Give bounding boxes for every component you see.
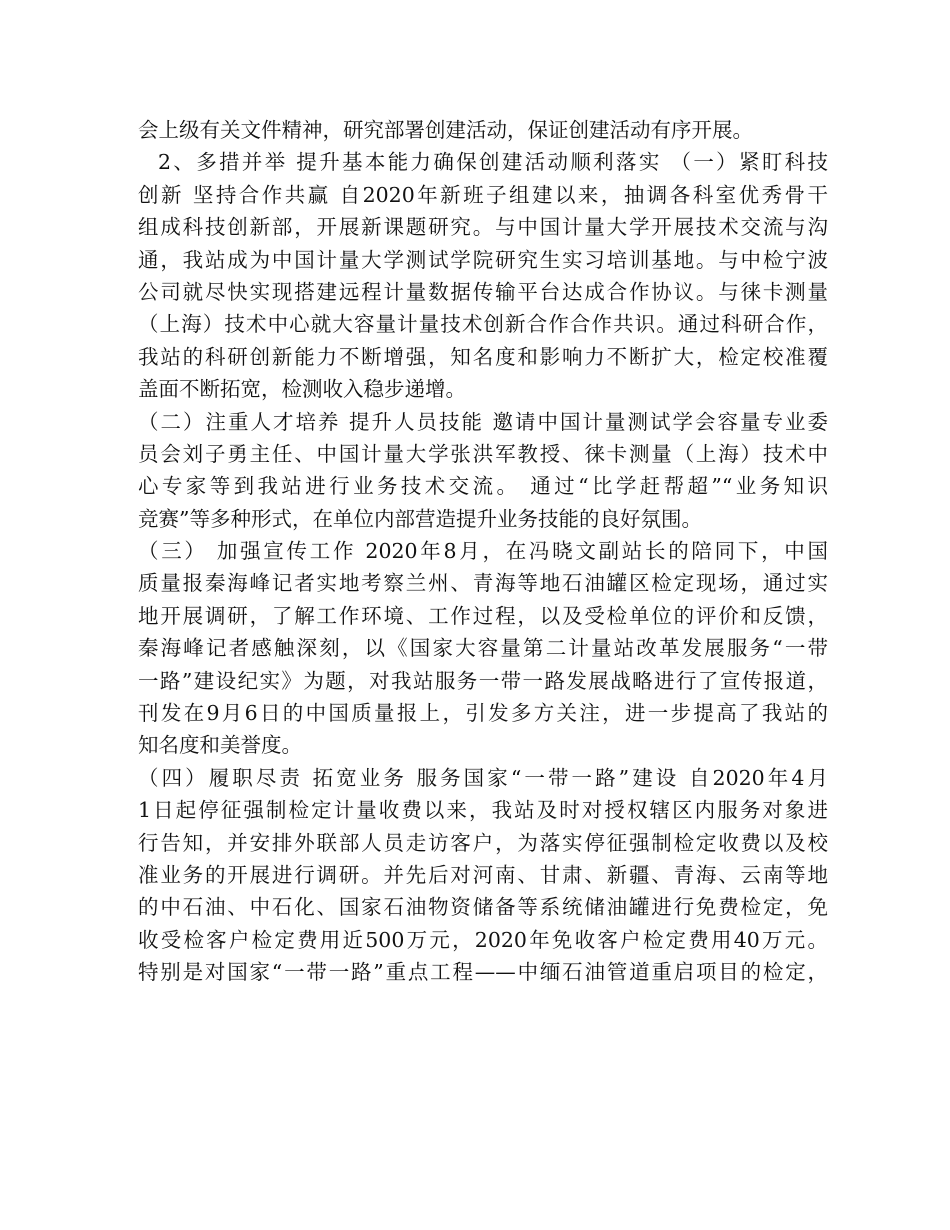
text-line: 收受检客户检定费用近500万元，2020年免收客户检定费用40万元。	[138, 927, 828, 952]
text-line: 刊发在9月6日的中国质量报上，引发多方关注，进一步提高了我站的	[138, 701, 828, 726]
text-line: 组成科技创新部，开展新课题研究。与中国计量大学开展技术交流与沟	[138, 215, 828, 240]
text-line: （上海）技术中心就大容量计量技术创新合作合作共识。通过科研合作，	[138, 312, 828, 337]
text-line: 准业务的开展进行调研。并先后对河南、甘肃、新疆、青海、云南等地	[138, 862, 828, 887]
text-line: 的中石油、中石化、国家石油物资储备等系统储油罐进行免费检定，免	[138, 895, 828, 920]
text-line: 1日起停征强制检定计量收费以来，我站及时对授权辖区内服务对象进	[138, 798, 828, 823]
text-line: 心专家等到我站进行业务技术交流。 通过“比学赶帮超”“业务知识	[138, 474, 828, 499]
body-text	[138, 114, 828, 989]
text-line: 公司就尽快实现搭建远程计量数据传输平台达成合作协议。与徕卡测量	[138, 279, 828, 304]
text-line: 竞赛”等多种形式，在单位内部营造提升业务技能的良好氛围。	[138, 506, 702, 531]
text-line: 行告知，并安排外联部人员走访客户，为落实停征强制检定收费以及校	[138, 830, 828, 855]
text-line: 秦海峰记者感触深刻，以《国家大容量第二计量站改革发展服务“一带	[138, 636, 828, 661]
text-line: 知名度和美誉度。	[138, 733, 302, 758]
text-line: 特别是对国家“一带一路”重点工程——中缅石油管道重启项目的检定，	[138, 960, 828, 985]
text-line: 一路”建设纪实》为题，对我站服务一带一路发展战略进行了宣传报道，	[138, 668, 828, 693]
text-line: （三） 加强宣传工作 2020年8月，在冯晓文副站长的陪同下，中国	[138, 539, 828, 564]
text-line: 创新 坚持合作共赢 自2020年新班子组建以来，抽调各科室优秀骨干	[138, 182, 828, 207]
text-line: 通，我站成为中国计量大学测试学院研究生实习培训基地。与中检宁波	[138, 247, 828, 272]
text-line: （四）履职尽责 拓宽业务 服务国家“一带一路”建设 自2020年4月	[138, 765, 828, 790]
text-line: 会上级有关文件精神，研究部署创建活动，保证创建活动有序开展。	[138, 118, 753, 142]
text-line: 地开展调研，了解工作环境、工作过程，以及受检单位的评价和反馈，	[138, 603, 828, 628]
text-line: 员会刘子勇主任、中国计量大学张洪军教授、徕卡测量（上海）技术中	[138, 441, 828, 466]
text-line: 盖面不断拓宽，检测收入稳步递增。	[138, 377, 466, 402]
text-line: 2、多措并举 提升基本能力确保创建活动顺利落实 （一）紧盯科技	[158, 150, 828, 175]
text-line: （二）注重人才培养 提升人员技能 邀请中国计量测试学会容量专业委	[138, 409, 828, 434]
text-line: 我站的科研创新能力不断增强，知名度和影响力不断扩大，检定校准覆	[138, 344, 828, 369]
text-line: 质量报秦海峰记者实地考察兰州、青海等地石油罐区检定现场，通过实	[138, 571, 828, 596]
